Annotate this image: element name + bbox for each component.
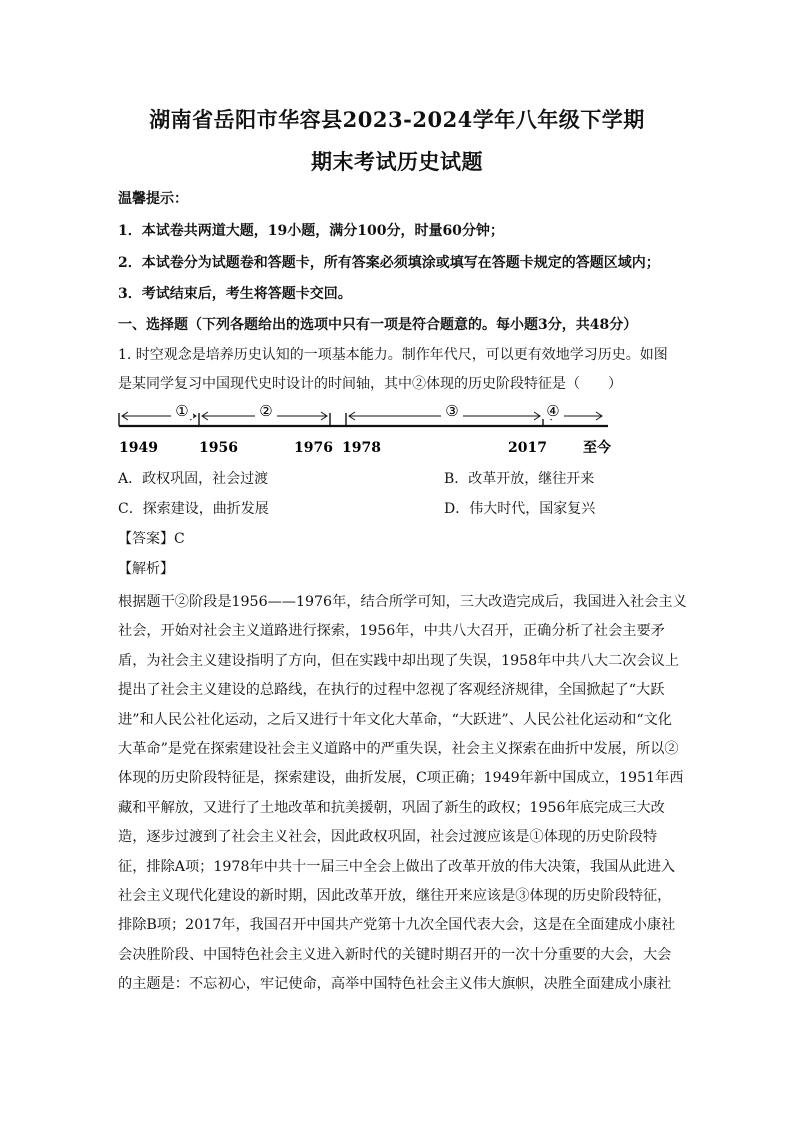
option-c[interactable]: C．探索建设，曲折发展 — [118, 501, 269, 517]
segment-label-4: ④ — [546, 402, 560, 420]
tick-label-present: 至今 — [583, 440, 611, 456]
notice-heading: 温馨提示： — [118, 191, 188, 207]
option-d[interactable]: D．伟大时代，国家复兴 — [444, 501, 596, 517]
tick-label-1978: 1978 — [342, 440, 381, 456]
analysis-line: 大革命”是党在探索建设社会主义道路中的严重失误，社会主义探索在曲折中发展，所以② — [118, 741, 679, 758]
analysis-line: 社会，开始对社会主义道路进行探索，1956年，中共八大召开，正确分析了社会主要矛 — [118, 623, 665, 640]
notice-item-2: 2．本试卷分为试题卷和答题卡，所有答案必须填涂或填写在答题卡规定的答题区域内； — [118, 255, 660, 271]
analysis-line: 社会主义现代化建设的新时期，因此改革开放，继往开来应该是③体现的历史阶段特征， — [118, 888, 672, 905]
analysis-line: 藏和平解放，又进行了土地改革和抗美援朝，巩固了新生的政权；1956年底完成三大改 — [118, 799, 665, 816]
section-heading: 一、选择题（下列各题给出的选项中只有一项是符合题意的。每小题3分，共48分） — [118, 317, 638, 333]
segment-label-2: ② — [259, 402, 273, 420]
tick-label-1976: 1976 — [294, 440, 333, 456]
answer-label: 【答案】C — [118, 531, 185, 547]
analysis-line: 体现的历史阶段特征是，探索建设，曲折发展，C项正确；1949年新中国成立，1951年西 — [118, 770, 684, 787]
option-a[interactable]: A．政权巩固，社会过渡 — [118, 471, 269, 487]
tick-label-1949: 1949 — [119, 440, 158, 456]
segment-label-3: ③ — [445, 402, 459, 420]
tick-label-1956: 1956 — [199, 440, 238, 456]
analysis-line: 造，逐步过渡到了社会主义社会，因此政权巩固，社会过渡应该是①体现的历史阶段特 — [118, 829, 658, 846]
option-b[interactable]: B．改革开放，继往开来 — [444, 471, 595, 487]
analysis-line: 排除B项；2017年，我国召开中国共产党第十九次全国代表大会，这是在全面建成小康社 — [118, 917, 676, 934]
page-title-line1: 湖南省岳阳市华容县2023-2024学年八年级下学期 — [149, 107, 645, 132]
segment-label-1: ① — [175, 402, 189, 420]
analysis-line: 会决胜阶段、中国特色社会主义进入新时代的关键时期召开的一次十分重要的大会，大会 — [118, 946, 672, 963]
question-stem-line-2: 是某同学复习中国现代史时设计的时间轴，其中②体现的历史阶段特征是（ ） — [118, 376, 622, 392]
analysis-line: 根据题干②阶段是1956——1976年，结合所学可知，三大改造完成后，我国进入社会主义 — [118, 594, 687, 610]
analysis-line: 盾，为社会主义建设指明了方向，但在实践中却出现了失误，1958年中共八大二次会议上 — [118, 652, 680, 669]
page-title-line2: 期末考试历史试题 — [311, 149, 483, 174]
notice-item-1: 1．本试卷共两道大题，19小题，满分100分，时量60分钟； — [118, 223, 504, 239]
analysis-line: 征，排除A项；1978年中共十一届三中全会上做出了改革开放的伟大决策，我国从此进入 — [118, 858, 676, 875]
notice-item-3: 3．考试结束后，考生将答题卡交回。 — [118, 286, 352, 302]
timeline-diagram — [110, 398, 630, 460]
analysis-heading: 【解析】 — [118, 561, 174, 577]
analysis-line: 进”和人民公社化运动，之后又进行十年文化大革命，“大跃进”、人民公社化运动和“文化 — [118, 711, 672, 728]
tick-label-2017: 2017 — [508, 440, 547, 456]
analysis-line: 提出了社会主义建设的总路线，在执行的过程中忽视了客观经济规律，全国掀起了“大跃 — [118, 682, 665, 699]
analysis-line: 的主题是：不忘初心，牢记使命，高举中国特色社会主义伟大旗帜，决胜全面建成小康社 — [118, 976, 672, 993]
analysis-text — [118, 588, 687, 1000]
question-stem-line-1: 1. 时空观念是培养历史认知的一项基本能力。制作年代尺，可以更有效地学习历史。如图 — [118, 347, 668, 363]
